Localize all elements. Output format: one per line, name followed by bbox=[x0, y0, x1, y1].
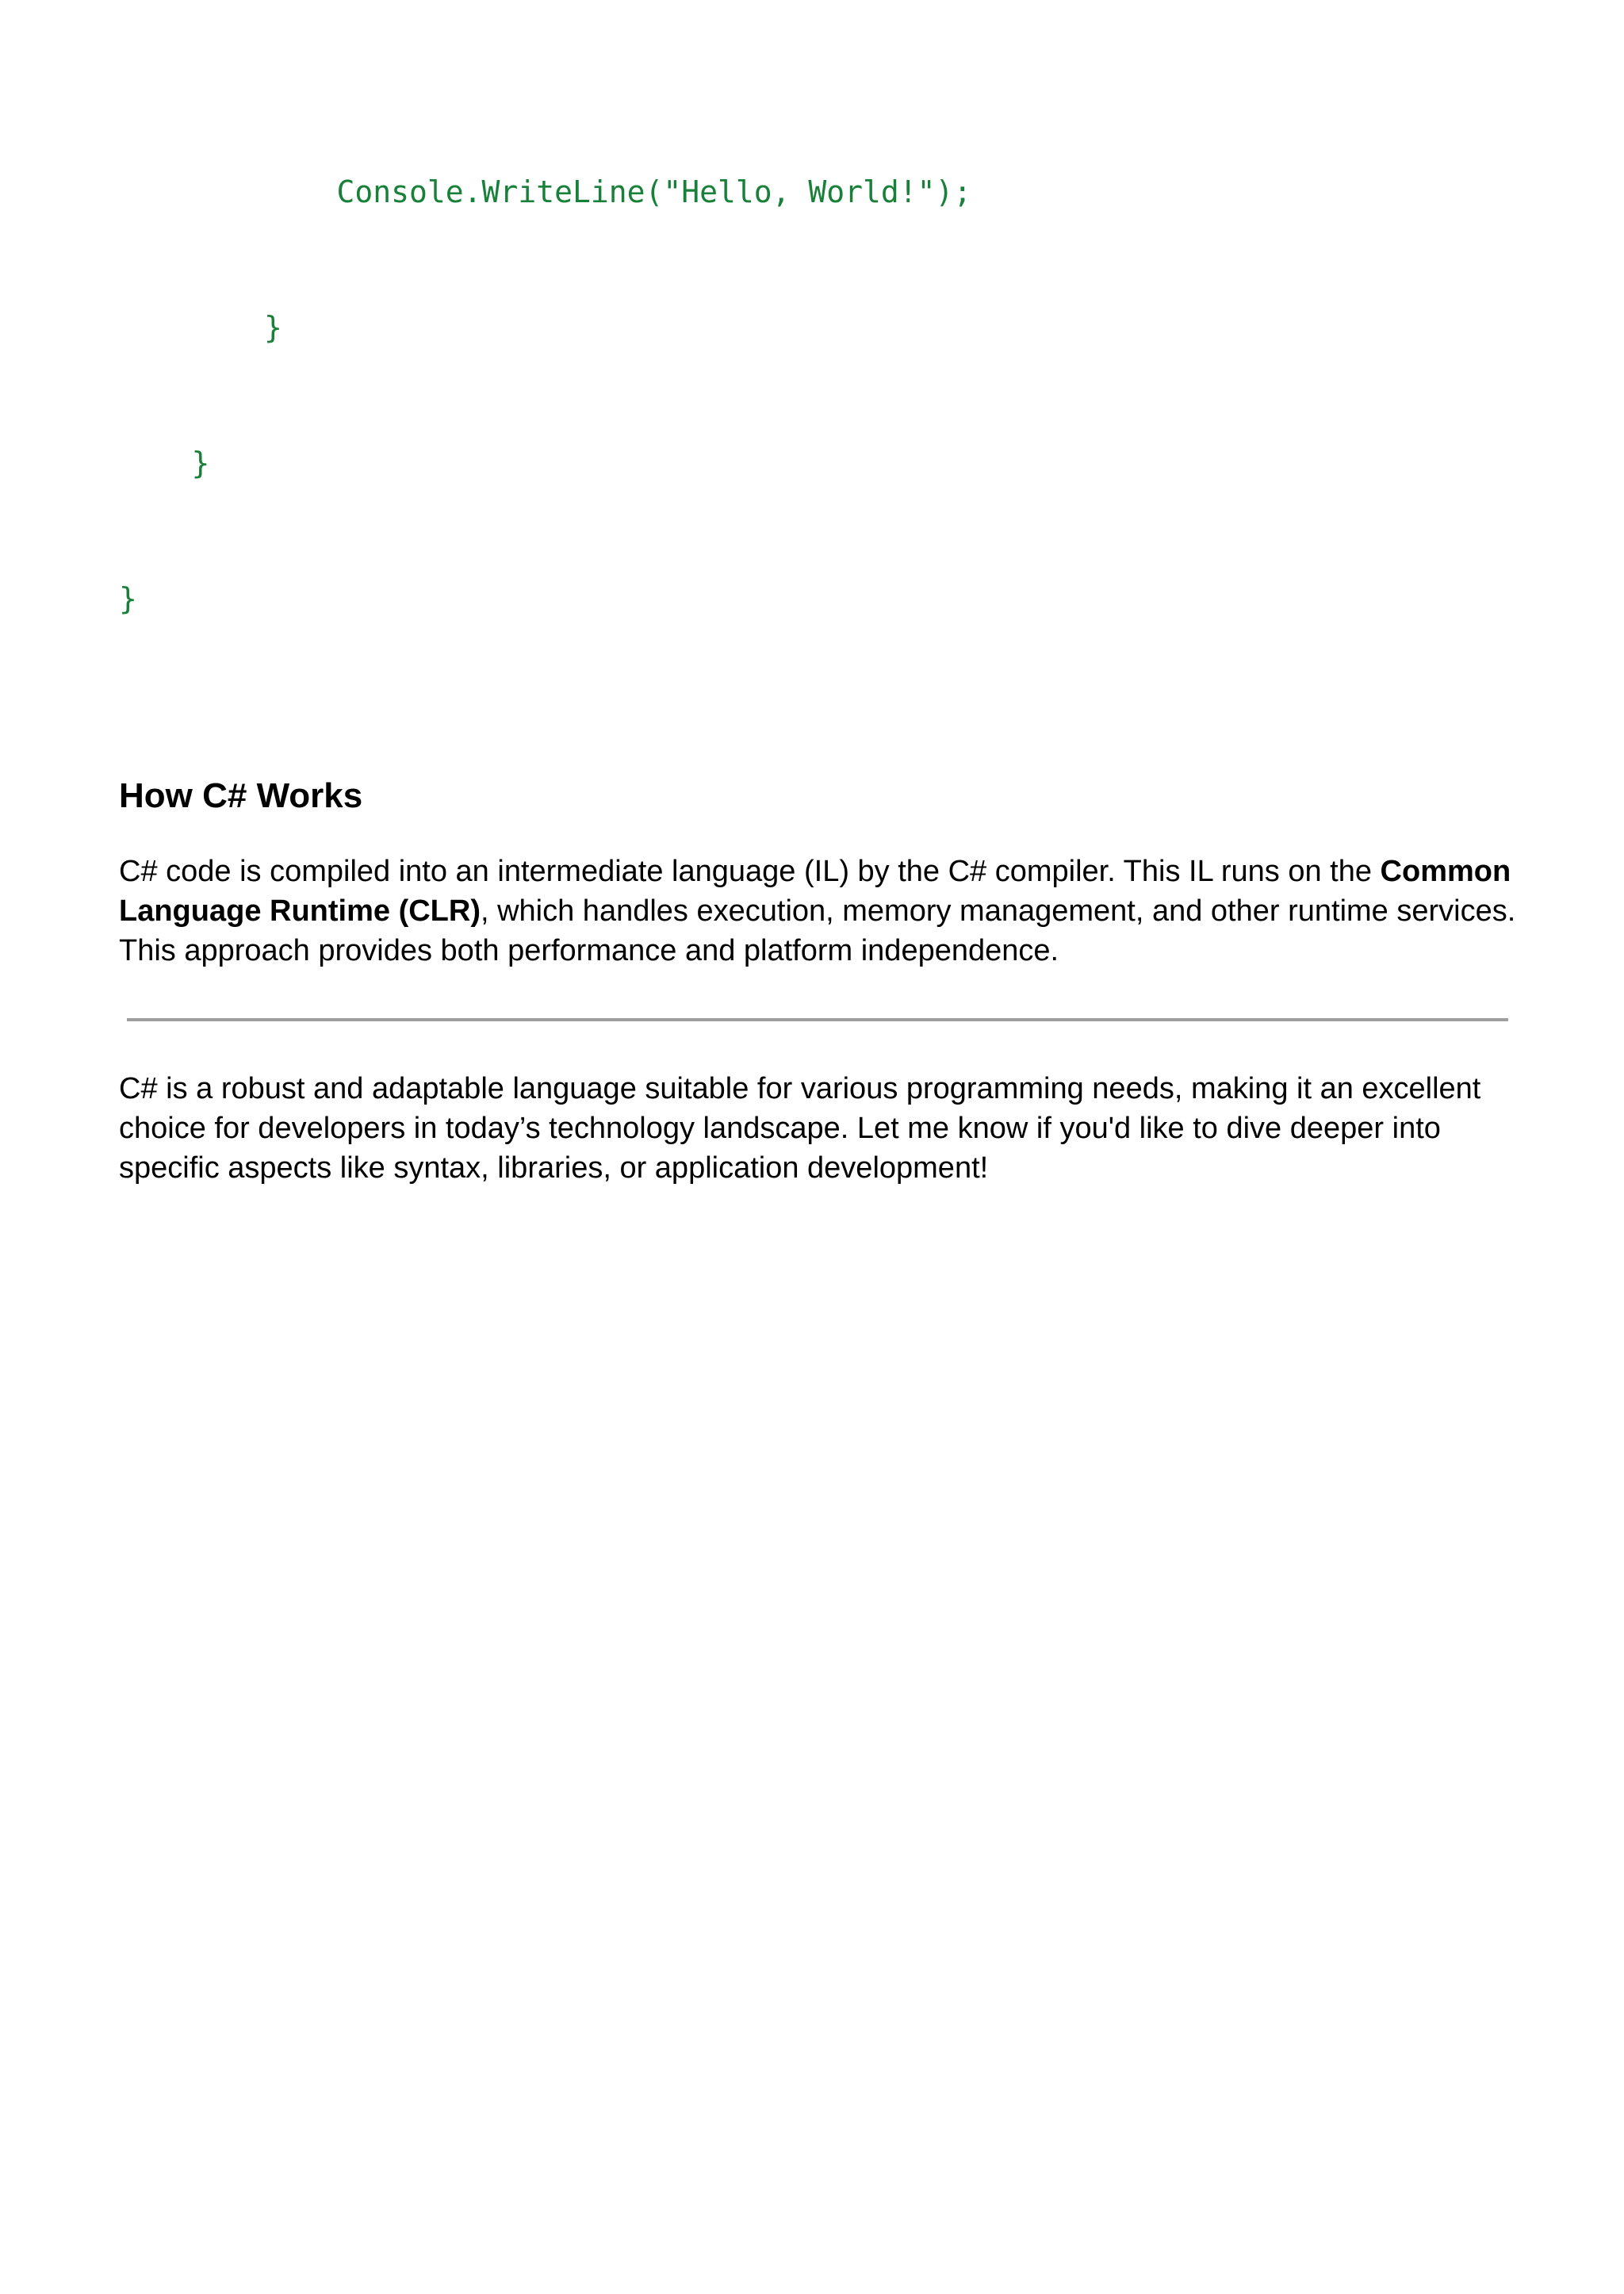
clr-paragraph-start: C# code is compiled into an intermediate language (IL) by the C# compiler. This IL runs on the bbox=[119, 855, 1381, 888]
code-line: Console.WriteLine("Hello, World!"); bbox=[119, 174, 972, 209]
code-line: } bbox=[119, 581, 137, 616]
code-block bbox=[119, 79, 1505, 712]
code-line: } bbox=[119, 446, 210, 481]
clr-bold-term: Common Language Runtime (CLR) bbox=[119, 855, 1511, 928]
section-heading: How C# Works bbox=[119, 776, 363, 815]
clr-paragraph-end: , which handles execution, memory management, and other runtime services. This approach provides both performance and platform independence. bbox=[119, 894, 1516, 967]
clr-paragraph bbox=[119, 852, 1522, 971]
code-line: } bbox=[119, 310, 282, 345]
horizontal-divider bbox=[127, 1018, 1508, 1021]
conclusion-paragraph: C# is a robust and adaptable language suitable for various programming needs, making it an excellent choice for developers in today’s technology landscape. Let me know if you'd like to dive deeper into specific aspects like syntax, libraries, or application development! bbox=[119, 1072, 1481, 1185]
